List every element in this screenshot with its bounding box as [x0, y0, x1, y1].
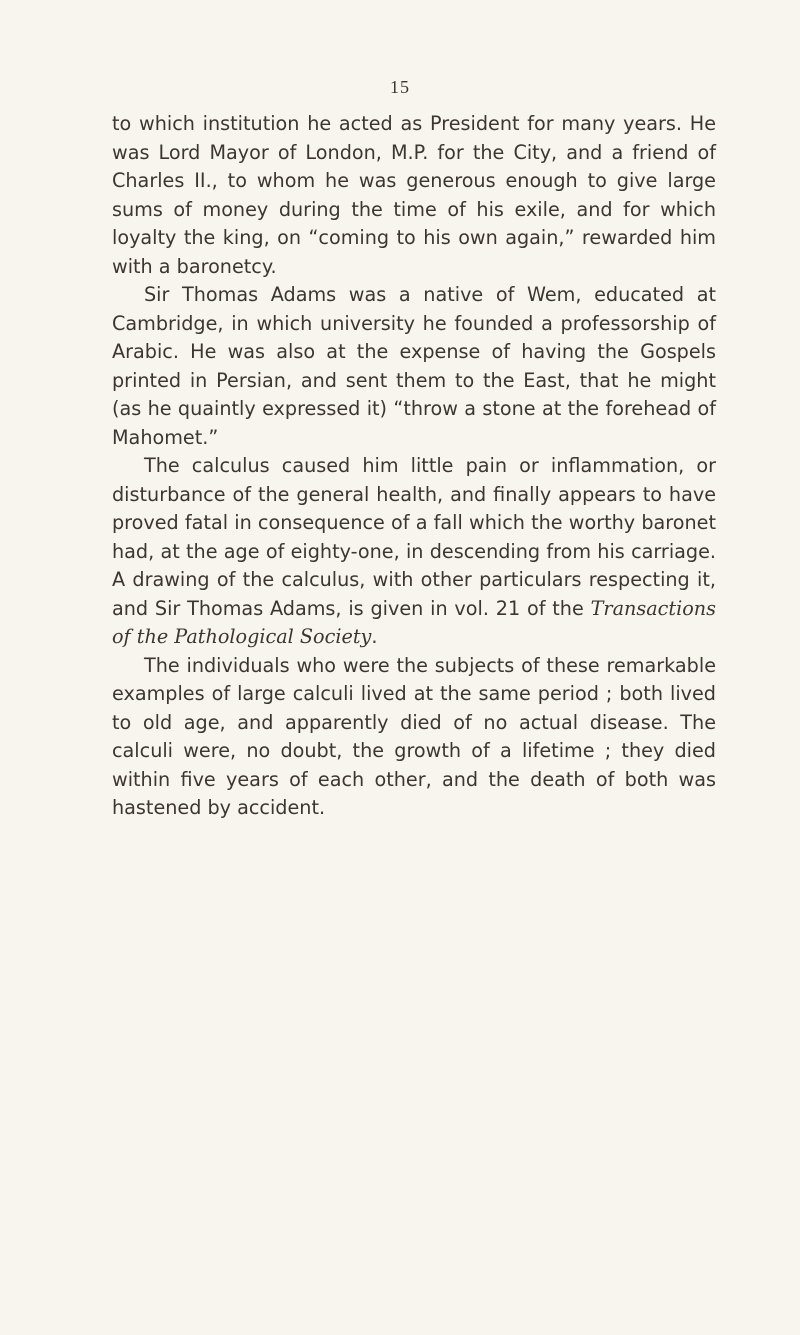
paragraph-3-text: The calculus caused him little pain or inflammation, or disturbance of the general health, and finally appears to have proved fatal in consequence of a fall which the worthy baronet had, at the age of eighty-one, in descending from his carriage. A drawing of the calculus, with other particulars respecting it, and Sir Thomas Adams, is given in vol. 21 of the [112, 454, 716, 620]
paragraph-2: Sir Thomas Adams was a native of Wem, educated at Cambridge, in which university he founded a professorship of Arabic. He was also at the expense of having the Gospels printed in Persian, and sent them to the East, that he might (as he quaintly expressed it) “throw a stone at the forehead of Mahomet.” [112, 283, 716, 449]
paragraph-3 [112, 452, 716, 652]
body-text [112, 110, 716, 823]
paragraph-1: to which institution he acted as President for many years. He was Lord Mayor of London, M.P. for the City, and a friend of Charles II., to whom he was generous enough to give large sums of money during the time of his exile, and for which loyalty the king, on “coming to his own again,” rewarded him with a baronetcy. [112, 112, 716, 278]
journal-title: Transactions of the Pathological Society [112, 596, 716, 648]
page-number: 15 [390, 77, 410, 97]
paragraph-3-end: . [371, 625, 378, 648]
paragraph-4: The individuals who were the subjects of these remarkable examples of large calculi lived at the same period ; both lived to old age, and apparently died of no actual disease. The calculi were, no doubt, the growth of a lifetime ; they died within five years of each other, and the death of both was hastened by accident. [112, 653, 716, 819]
